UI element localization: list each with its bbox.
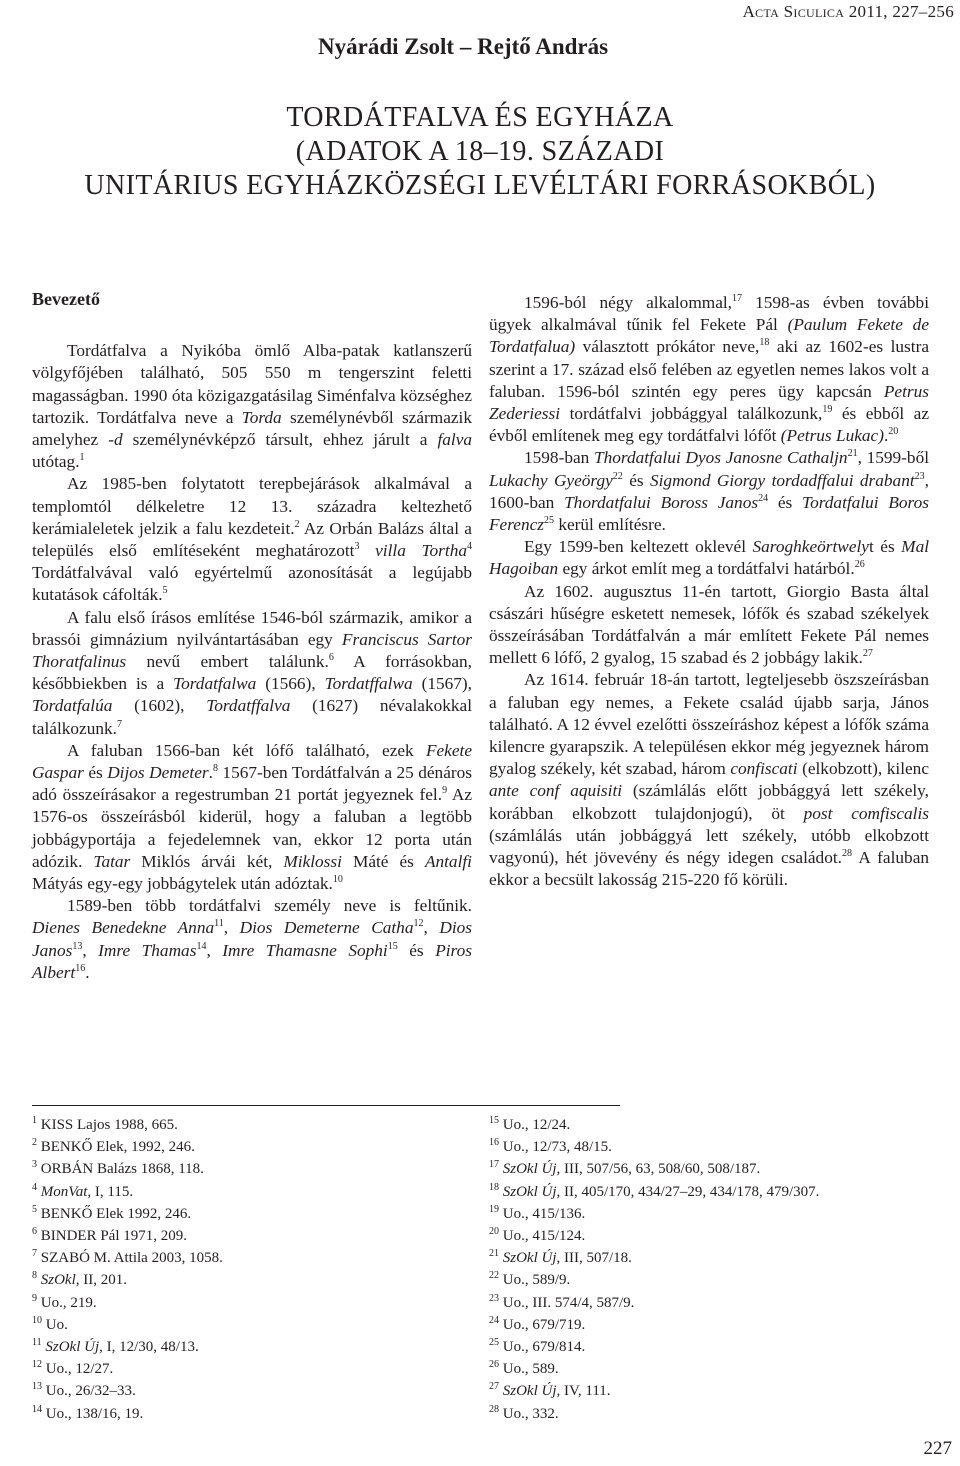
footnote: $^4$ MonVat, I, 115. <box>32 1181 134 1200</box>
title-line-2: (ADATOK A 18–19. SZÁZADI <box>295 136 665 167</box>
footnote: $^5$ BENKŐ Elek 1992, 246. <box>32 1203 192 1222</box>
footnote: $^{17}$ SzOkl Új, III, 507/56, 63, 508/60, 508/187. <box>489 1159 761 1178</box>
title-line-1: TORDÁTFALVA ÉS EGYHÁZA <box>286 102 674 133</box>
footnote: $^{15}$ Uo., 12/24. <box>489 1115 571 1133</box>
paragraph: Az 1985-ben folytatott terepbejárások alkalmával a templomtól délkeletre 12 13. századra keltezhető kerámialeletek jelzik a falu kezdeteit.$^2$ Az Orbán Balázs által a település első említéseként meghatározott$^3$ villa Tortha$^4$ Tordátfalvával való egyértelmű azonosítását a legújabb kutatások cáfolták.$^5$ <box>32 474 472 605</box>
footnote: $^{19}$ Uo., 415/136. <box>489 1203 586 1222</box>
footnotes-left <box>32 1114 223 1425</box>
left-column-body <box>32 340 472 984</box>
footnote: $^{20}$ Uo., 415/124. <box>489 1226 586 1245</box>
title-line-3: UNITÁRIUS EGYHÁZKÖZSÉGI LEVÉLTÁRI FORRÁSOKBÓL) <box>84 170 876 201</box>
section-heading: Bevezető <box>32 289 100 309</box>
footnote: $^{10}$ Uo. <box>32 1314 68 1333</box>
footnote: $^{21}$ SzOkl Új, III, 507/18. <box>489 1248 632 1267</box>
footnote: $^{14}$ Uo., 138/16, 19. <box>32 1403 144 1422</box>
footnote: $^6$ BINDER Pál 1971, 209. <box>32 1226 187 1245</box>
authors: Nyárádi Zsolt – Rejtő András <box>318 34 609 59</box>
footnote: $^2$ BENKŐ Elek, 1992, 246. <box>32 1137 195 1156</box>
footnote: $^9$ Uo., 219. <box>32 1292 97 1311</box>
footnote: $^{13}$ Uo., 26/32–33. <box>32 1381 136 1400</box>
footnote-separator <box>32 1105 620 1106</box>
footnote: $^{18}$ SzOkl Új, II, 405/170, 434/27–29, 434/178, 479/307. <box>489 1181 820 1200</box>
footnote: $^3$ ORBÁN Balázs 1868, 118. <box>32 1159 204 1178</box>
footnote: $^{26}$ Uo., 589. <box>489 1359 559 1378</box>
footnote: $^7$ SZABÓ M. Attila 2003, 1058. <box>32 1248 223 1267</box>
paragraph: 1596-ból négy alkalommal,$^{17}$ 1598-as évben további ügyek alkalmával tűnik fel Fekete Pál (Paulum Fekete de Tordatfalua) választott prókátor neve,$^{18}$ aki az 1602-es lustra szerint a 17. század első felében az egyetlen nemes lakos volt a faluban. 1596-ból szintén egy peres ügy kapcsán Petrus Zederiessi tordátfalvi jobbággyal találkozunk,$^{19}$ és ebből az évből említenek meg egy tordátfalvi lófőt (Petrus Lukac).$^{20}$ <box>489 293 930 446</box>
right-column-body <box>489 292 929 891</box>
footnote: $^{27}$ SzOkl Új, IV, 111. <box>489 1381 611 1400</box>
footnote: $^{24}$ Uo., 679/719. <box>489 1314 586 1333</box>
footnote: $^8$ SzOkl, II, 201. <box>32 1270 127 1289</box>
footnote: $^{16}$ Uo., 12/73, 48/15. <box>489 1137 612 1156</box>
footnote: $^{28}$ Uo., 332. <box>489 1403 559 1422</box>
footnotes-right <box>489 1114 819 1425</box>
footnote: $^1$ KISS Lajos 1988, 665. <box>32 1115 178 1133</box>
footnote: $^{25}$ Uo., 679/814. <box>489 1337 586 1356</box>
paragraph: Az 1602. augusztus 11-én tartott, Giorgio Basta által császári hűségre esketett nemesek, lófők és szabad székelyek összeírásában Tordátfalván a már említett Fekete Pál nemes mellett 6 lófő, 2 gyalog, 15 szabad és 2 jobbágy lakik.$^{27}$ <box>489 581 929 668</box>
left-column <box>32 288 472 984</box>
page-number: 227 <box>923 1438 952 1459</box>
journal-reference: Acta Siculica 2011, 227–256 <box>742 2 954 21</box>
footnote: $^{22}$ Uo., 589/9. <box>489 1270 571 1289</box>
footnote: $^{23}$ Uo., III. 574/4, 587/9. <box>489 1292 635 1311</box>
footnote: $^{12}$ Uo., 12/27. <box>32 1359 114 1378</box>
paragraph: A faluban 1566-ban két lófő található, ezek Fekete Gaspar és Dijos Demeter.$^8$ 1567-ben Tordátfalván a 25 dénáros adó összeírásakor a regestrumban 21 portát jegyeznek fel.$^9$ Az 1576-os összeírásból kiderül, hogy a faluban a legtöbb jobbágyportája a fejedelemnek van, ekkor 12 porta után adózik. Tatar Miklós árvái két, Miklossi Máté és Antalfi Mátyás egy-egy jobbágytelek után adóztak.$^{10}$ <box>32 740 472 894</box>
paragraph: 1589-ben több tordátfalvi személy neve is feltűnik. Dienes Benedekne Anna$^{11}$, Dios Demeterne Catha$^{12}$, Dios Janos$^{13}$, Imre Thamas$^{14}$, Imre Thamasne Sophi$^{15}$ és Piros Albert$^{16}$. <box>32 896 473 982</box>
paragraph: A falu első írásos említése 1546-ból származik, amikor a brassói gimnázium nyilvántartásában egy Franciscus Sartor Thoratfalinus nevű embert találunk.$^6$ A forrásokban, későbbiekben is a Tordatfalwa (1566), Tordatffalwa (1567), Tordatfalúa (1602), Tordatffalva (1627) névalakokkal találkozunk.$^7$ <box>32 607 472 738</box>
footnote: $^{11}$ SzOkl Új, I, 12/30, 48/13. <box>32 1337 199 1356</box>
right-column <box>489 292 929 891</box>
paragraph: Tordátfalva a Nyikóba ömlő Alba-patak katlanszerű völgyfőjében található, 505 550 m tengerszint feletti magasságban. 1990 óta közigazgatásilag Siménfalva községhez tartozik. Tordátfalva neve a Torda személynévből származik amelyhez -d személynévképző társult, ehhez járult a falva utótag.$^1$ <box>32 341 473 472</box>
paragraph: Egy 1599-ben keltezett oklevél Saroghkeörtwelyt és Mal Hagoiban egy árkot említ meg a tordátfalvi határból.$^{26}$ <box>489 537 930 579</box>
paragraph: Az 1614. február 18-án tartott, legteljesebb öszszeírásban a faluban egy nemes, a Fekete család újabb sarja, János található. A 12 évvel ezelőtti összeíráshoz képest a lófők száma kilencre gyarapszik. A településen ekkor még jegyeznek három gyalog székely, két szabad, három confiscati (elkobzott), kilenc ante conf aquisiti (számlálás előtt jobbággyá lett székely, korábban elkobzott tulajdonjogú), öt post comfiscalis (számlálás után jobbággyá lett székely, utóbb elkobzott vagyonú), hét jövevény és négy idegen családot.$^{28}$ A faluban ekkor a becsült lakosság 215-220 fő körüli. <box>489 670 930 890</box>
article-title <box>0 101 960 203</box>
paragraph: 1598-ban Thordatfalui Dyos Janosne Cathaljn$^{21}$, 1599-ből Lukachy Gyeörgy$^{22}$ és Sigmond Giorgy tordadffalui drabant$^{23}$, 1600-ban Thordatfalui Boross Janos$^{24}$ és Tordatfalui Boros Ferencz$^{25}$ kerül említésre. <box>489 448 930 535</box>
